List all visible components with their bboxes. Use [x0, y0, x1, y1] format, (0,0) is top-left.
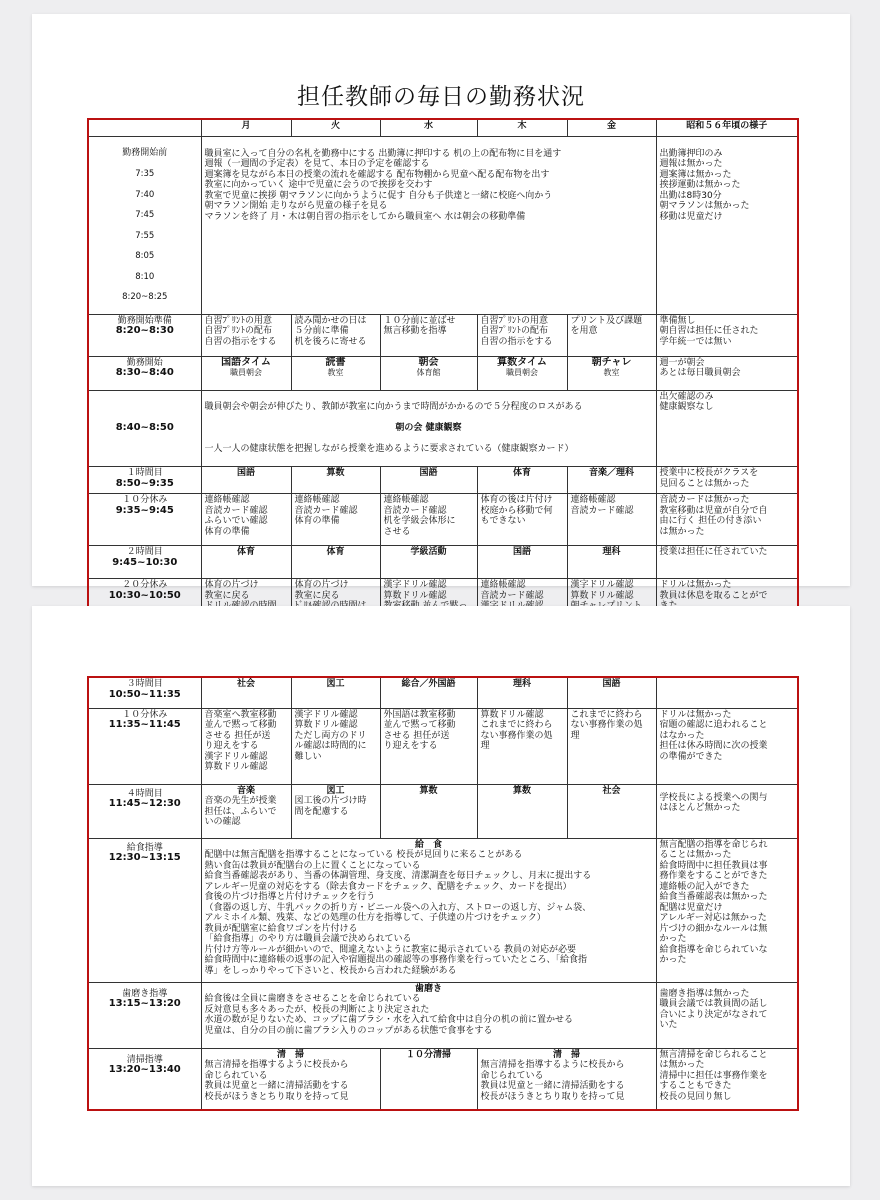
p1-fri: 音楽／理科	[567, 467, 656, 494]
prep-tue: 読み聞かせの日は ５分前に準備 机を後ろに寄せる	[291, 314, 380, 356]
row-time: 8:40~8:50	[115, 422, 174, 433]
header-fri: 金	[567, 119, 656, 136]
p3-fri: 国語	[567, 677, 656, 708]
p3-wed: 総合／外国語	[380, 677, 477, 708]
page-title: 担任教師の毎日の勤務状況	[297, 84, 585, 110]
b20-tue: 体育の片づけ 教室に戻る	[291, 579, 380, 647]
b20-wed: 漢字ドリル確認 算数ドリル確認	[380, 579, 477, 647]
row-before-work	[88, 136, 798, 314]
row-time: 9:35~9:45	[115, 504, 174, 516]
b10a-mon: 連絡帳確認 音読カード確認 ふらいでい確認 体育の準備	[201, 494, 291, 546]
prep-old: 準備無し 朝自習は担任に任された 学年統一では無い	[656, 314, 798, 356]
morning-center-label: 朝の会 健康観察	[395, 423, 462, 433]
row-prep	[88, 314, 798, 356]
row-period-4	[88, 784, 798, 838]
row-time: 8:30~8:40	[115, 367, 174, 378]
row-break-10-b	[88, 708, 798, 784]
row-label: １時間目	[126, 468, 163, 478]
b10a-wed: 連絡帳確認 音読カード確認 机を学級会体形に させる	[380, 494, 477, 546]
header-thu: 木	[477, 119, 567, 136]
lunch-old: 無言配膳の指導を命じられ ることは無かった 給食時間中に担任教員は事 務作業をすることができた 連絡帳の記入ができた 給食当番確認表は無かった 配膳は児童だけ アレルギー対応は無かった 片づけの細かなルールは無 かった 給食指導を命じられていな かった	[656, 838, 798, 982]
time-0755: 7:55	[135, 230, 155, 241]
header-mon: 月	[201, 119, 291, 136]
clean-head-3: 清 掃	[552, 1049, 580, 1060]
row-period-1	[88, 467, 798, 494]
prep-wed: １０分前に並ばせ 無言移動を指導	[380, 314, 477, 356]
p3-thu: 理科	[477, 677, 567, 708]
b20-old: ドリルは無かった 教員は休息を取ることがで	[656, 579, 798, 647]
start-fri-title: 朝チャレ	[591, 356, 632, 368]
time-0740: 7:40	[135, 189, 155, 200]
before-work-old: 出勤簿押印のみ 週報は無かった 週案簿は無かった 挨拶運動は無かった 出勤は8時30分 朝マラソンは無かった 移動は児童だけ	[656, 136, 798, 314]
row-break-10-a	[88, 494, 798, 546]
row-label: ２０分休み	[122, 580, 168, 590]
header-showa: 昭和５６年頃の様子	[656, 119, 798, 136]
brush-center-label: 歯磨き	[414, 983, 442, 994]
document-page-2	[32, 606, 850, 1186]
clean-body-1: 無言清掃を指導するように校長から 命じられている 教員は児童と一緒に清掃活動をする 校長がほうきとちり取りを持って見	[204, 1060, 349, 1102]
b20-mon: 体育の片づけ 教室に戻る	[201, 579, 291, 647]
b20-fri: 漢字ドリル確認 算数ドリル確認	[567, 579, 656, 647]
prep-fri: プリント及び課題 を用意	[567, 314, 656, 356]
row-label: ４時間目	[126, 788, 163, 799]
start-mon-place: 職員朝会	[230, 368, 262, 377]
b10a-old: 音読カードは無かった 教室移動は児童が自分で自 由に行く 担任の付き添い は無かった	[656, 494, 798, 546]
time-0805: 8:05	[135, 251, 155, 261]
header-wed: 水	[380, 119, 477, 136]
p4-mon-note: 音楽の先生が授業 担任は、ふらいで いの確認	[204, 796, 277, 827]
row-period-2	[88, 546, 798, 579]
p4-thu-subject: 算数	[512, 785, 531, 796]
row-time: 13:15~13:20	[108, 998, 181, 1009]
p2-wed: 学級活動	[380, 546, 477, 579]
document-page-1	[32, 14, 850, 601]
p4-wed-subject: 算数	[419, 785, 438, 796]
morning-line-2: 一人一人の健康状態を把握しながら授業を進めるように要求されている（健康観察カード）	[204, 444, 574, 454]
start-thu-title: 算数タイム	[497, 356, 547, 368]
row-label: １０分休み	[122, 709, 168, 720]
row-label: 清掃指導	[126, 1054, 163, 1065]
p2-mon: 体育	[201, 546, 291, 579]
start-mon-title: 国語タイム	[221, 356, 271, 368]
schedule-table-part-1	[87, 118, 799, 648]
start-fri-place: 教室	[603, 368, 620, 377]
b10b-old: ドリルは無かった 宿題の確認に追われること はなかった 担任は休み時間に次の授業 の準備ができた	[656, 708, 798, 784]
b10b-fri: これまでに終わら ない事務作業の処 理	[567, 708, 656, 784]
morning-line-1: 職員朝会や朝会が伸びたり、教師が教室に向かうまで時間がかかるので５分程度のロスがある	[204, 402, 583, 412]
p1-mon: 国語	[201, 467, 291, 494]
header-row	[88, 119, 798, 136]
b10b-tue: 漢字ドリル確認 算数ドリル確認 ただし両方のドリ ル確認は時間的に 難しい	[291, 708, 380, 784]
row-label: 歯磨き指導	[122, 988, 168, 999]
p4-tue-note: 図工後の片づけ時 間を配慮する	[294, 796, 367, 817]
row-label: 勤務開始準備	[117, 315, 172, 326]
p1-thu: 体育	[477, 467, 567, 494]
row-label-cell	[88, 136, 201, 314]
clean-old: 無言清掃を命じられること は無かった 清掃中に担任は事務作業を することもできた 校長の見回り無し	[656, 1048, 798, 1110]
before-work-body: 職員室に入って自分の名札を勤務中にする 出勤簿に押印する 机の上の配布物に目を通す 週報（一週間の予定表）を見て、本日の予定を確認する 週案簿を見ながら本日の授業の流れを確認する 配布物棚から児童へ配る配布物を出す 教室に向かっていく 途中で児童に会うので挨拶を交わす 教室で児童に挨拶 朝マラソンに向かうように促す 自分も子供達と一緒に校庭へ向かう 朝マラソン開始 走りながら児童の様子を見る マラソンを終了 月・木は朝自習の指示をしてから職員室へ 水は朝会の移動準備	[201, 136, 656, 314]
b20-thu: 連絡帳確認 音読カード確認	[477, 579, 567, 647]
clean-head-1: 清 掃	[276, 1049, 304, 1060]
row-morning-meeting	[88, 390, 798, 467]
row-time: 10:50~11:35	[108, 688, 181, 700]
row-time: 13:20~13:40	[108, 1064, 181, 1075]
start-tue-place: 教室	[327, 368, 344, 377]
p4-mon-subject: 音楽	[236, 785, 255, 796]
p3-mon: 社会	[201, 677, 291, 708]
p4-old: 学校長による授業への関与 はほとんど無かった	[656, 784, 798, 838]
b10b-mon: 音楽室へ教室移動 並んで黙って移動 させる 担任が送 り迎えをする 漢字ドリル確認 算数ドリル確認	[201, 708, 291, 784]
p2-tue: 体育	[291, 546, 380, 579]
row-time: 11:45~12:30	[108, 798, 181, 809]
start-old: 週一が朝会 あとは毎日職員朝会	[656, 356, 798, 390]
time-0810: 8:10	[135, 271, 155, 282]
row-start	[88, 356, 798, 390]
prep-thu: 自習ﾌﾟﾘﾝﾄの用意 自習ﾌﾟﾘﾝﾄの配布 自習の指示をする	[477, 314, 567, 356]
p3-tue: 図工	[291, 677, 380, 708]
row-time: 11:35~11:45	[108, 719, 181, 730]
row-label: 勤務開始前	[122, 148, 168, 158]
start-thu-place: 職員朝会	[506, 368, 538, 377]
header-tue: 火	[291, 119, 380, 136]
row-time: 9:45~10:30	[112, 556, 178, 568]
row-cleaning	[88, 1048, 798, 1110]
row-label: 給食指導	[126, 842, 163, 853]
row-label: 勤務開始	[126, 357, 163, 368]
start-wed-place: 体育館	[416, 368, 441, 377]
b10b-thu: 算数ドリル確認 これまでに終わら ない事務作業の処 理	[477, 708, 567, 784]
lunch-center-label: 給 食	[414, 839, 442, 850]
p1-wed: 国語	[380, 467, 477, 494]
p2-old: 授業は担任に任されていた	[656, 546, 798, 579]
row-lunch	[88, 838, 798, 982]
time-0735: 7:35	[135, 169, 155, 179]
p4-fri-subject: 社会	[602, 785, 621, 796]
time-0745: 7:45	[135, 210, 155, 220]
row-period-3	[88, 677, 798, 708]
p1-old: 授業中に校長がクラスを 見回ることは無かった	[656, 467, 798, 494]
p3-old	[656, 677, 798, 708]
row-time: 8:20~8:30	[115, 325, 174, 336]
schedule-table-part-2	[87, 676, 799, 1111]
b10a-fri: 連絡帳確認 音読カード確認	[567, 494, 656, 546]
row-label: ２時間目	[126, 547, 163, 557]
b10a-tue: 連絡帳確認 音読カード確認 体育の準備	[291, 494, 380, 546]
prep-mon: 自習ﾌﾟﾘﾝﾄの用意 自習ﾌﾟﾘﾝﾄの配布 自習の指示をする	[201, 314, 291, 356]
brush-body: 給食後は全員に歯磨きをさせることを命じられている 反対意見も多々あったが、校長の判断により決定された 水道の数が足りないため、コップに歯ブラシ・水を入れて給食中は自分の机の前に置かせる 児童は、自分の目の前に歯ブラシ入りのコップがある状態で食事をする	[204, 994, 573, 1036]
header-corner	[88, 119, 201, 136]
b10b-wed: 外国語は教室移動 並んで黙って移動 させる 担任が送 り迎えをする	[380, 708, 477, 784]
row-label: １０分休み	[122, 495, 168, 505]
brush-old: 歯磨き指導は無かった 職員会議では教員間の話し 合いにより決定がなされて いた	[656, 982, 798, 1048]
row-time: 12:30~13:15	[108, 852, 181, 863]
row-time: 10:30~10:50	[108, 589, 181, 601]
p4-tue-subject: 図工	[326, 785, 345, 796]
time-0820: 8:20~8:25	[122, 292, 168, 302]
row-time: 8:50~9:35	[115, 477, 174, 489]
clean-head-2: １０分清掃	[405, 1049, 451, 1060]
p2-fri: 理科	[567, 546, 656, 579]
lunch-body: 配膳中は無言配膳を指導することになっている 校長が見回りに来ることがある 熱い食缶は教員が配膳台の上に置くことになっている 給食当番確認表があり、当番の体調管理、身支度、清潔調査を毎日チェックし、月末に提出する アレルギー児童の対応をする（除去食カードをチェック、配膳をチェック、カードを提出） 食後の片づけ指導と片付けチェックを行う （食器の返し方、牛乳パックの折り方・ビニール袋への入れ方、ストローの返し方、ジャム袋、 アルミホイル類、残菜、などの処理の仕方を指導して、子供達の片づけをチェック） 教員が配膳室に給食ワゴンを片付ける 「給食指導」のやり方は職員会議で決められている 片付け方等ルールが細かいので、間違えないように教室に掲示されている 教員の対応が必要 給食時間中に連絡帳の返事の記入や宿題提出の確認等の事務作業を行っていたところ、「給食指 導」をしっかりやって下さいと、校長から言われた経験がある	[204, 850, 592, 976]
row-toothbrush	[88, 982, 798, 1048]
morning-old: 出欠確認のみ 健康観察なし	[656, 390, 798, 467]
start-tue-title: 読書	[325, 356, 346, 368]
start-wed-title: 朝会	[418, 356, 439, 368]
p2-thu: 国語	[477, 546, 567, 579]
p1-tue: 算数	[291, 467, 380, 494]
b10a-thu: 体育の後は片付け 校庭から移動で何 もできない	[477, 494, 567, 546]
clean-body-3: 無言清掃を指導するように校長から 命じられている 教員は児童と一緒に清掃活動をする 校長がほうきとちり取りを持って見	[480, 1060, 625, 1102]
row-label: ３時間目	[126, 679, 163, 689]
